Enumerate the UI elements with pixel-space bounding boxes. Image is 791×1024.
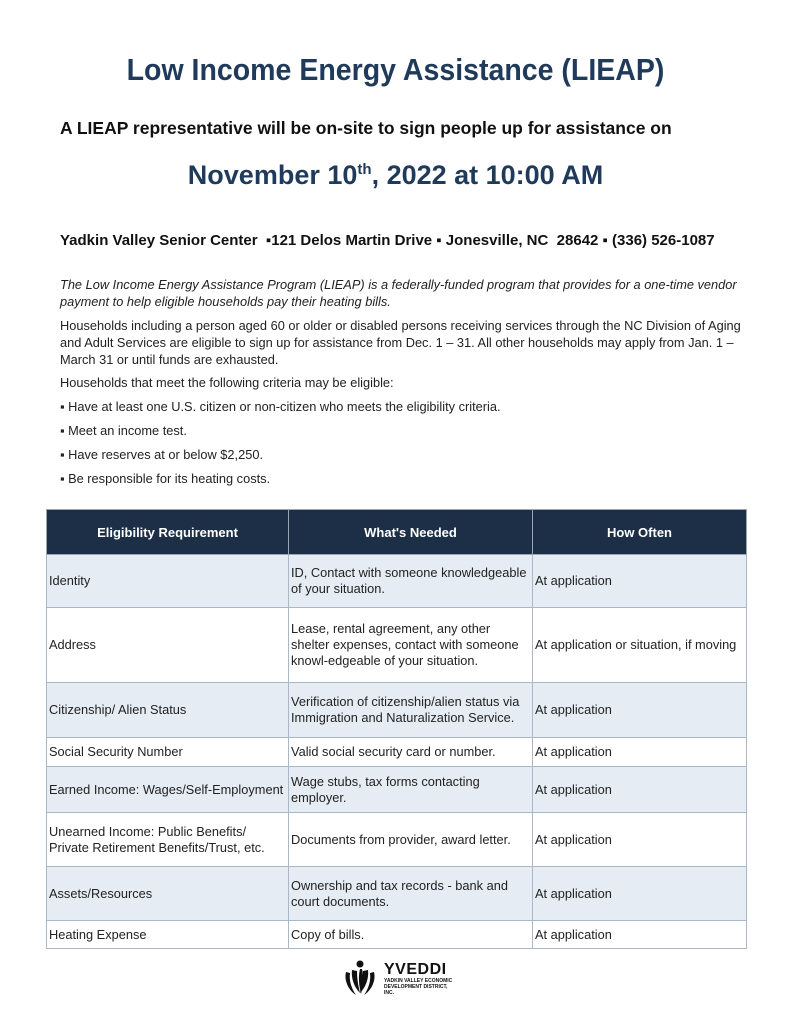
households-paragraph: Households including a person aged 60 or older or disabled persons receiving services through the NC Division of Aging and Adult Services are eligible to sign up for assistance from Dec. 1 – 31. All other households may apply from Jan. 1 – March 31 or until funds are exhausted. <box>60 318 741 367</box>
table-cell: Wage stubs, tax forms contacting employer. <box>289 767 533 813</box>
table-header-row <box>47 510 747 555</box>
table-row <box>47 683 747 738</box>
criteria-item: ▪ Be responsible for its heating costs. <box>60 471 271 486</box>
table-cell: Citizenship/ Alien Status <box>47 683 289 738</box>
table-cell: At application <box>533 738 747 767</box>
criteria-intro: Households that meet the following criteria may be eligible: <box>60 375 394 390</box>
table-cell: At application <box>533 813 747 867</box>
yveddi-logo <box>340 958 454 998</box>
table-cell: At application <box>533 683 747 738</box>
column-header-needed: What's Needed <box>289 510 533 555</box>
event-location: Yadkin Valley Senior Center ▪121 Delos Martin Drive ▪ Jonesville, NC 28642 ▪ (336) 526-1087 <box>60 232 715 249</box>
table-row <box>47 738 747 767</box>
table-row <box>47 555 747 608</box>
table-cell: Address <box>47 608 289 683</box>
column-header-requirement: Eligibility Requirement <box>47 510 289 555</box>
table-row <box>47 921 747 949</box>
table-cell: Lease, rental agreement, any other shelter expenses, contact with someone knowl-edgeable of your situation. <box>289 608 533 683</box>
table-cell: Valid social security card or number. <box>289 738 533 767</box>
table-cell: Social Security Number <box>47 738 289 767</box>
table-row <box>47 813 747 867</box>
table-cell: Unearned Income: Public Benefits/ Private Retirement Benefits/Trust, etc. <box>47 813 289 867</box>
table-row <box>47 608 747 683</box>
event-date-time: , 2022 at 10:00 AM <box>371 160 604 190</box>
intro-paragraph: The Low Income Energy Assistance Program (LIEAP) is a federally-funded program that provides for a one-time vendor payment to help eligible households pay their heating bills. <box>60 277 737 309</box>
table-cell: Earned Income: Wages/Self-Employment <box>47 767 289 813</box>
table-cell: At application <box>533 767 747 813</box>
criteria-item: ▪ Have at least one U.S. citizen or non-citizen who meets the eligibility criteria. <box>60 399 501 414</box>
yveddi-figures-icon <box>340 958 380 998</box>
table-cell: Assets/Resources <box>47 867 289 921</box>
table-cell: At application <box>533 921 747 949</box>
eligibility-table <box>46 509 747 949</box>
event-date <box>0 160 791 191</box>
page-title: Low Income Energy Assistance (LIEAP) <box>126 52 665 87</box>
event-date-suffix: th <box>357 161 372 178</box>
table-cell: At application <box>533 555 747 608</box>
table-cell: Documents from provider, award letter. <box>289 813 533 867</box>
table-cell: ID, Contact with someone knowledgeable of your situation. <box>289 555 533 608</box>
logo-name: YVEDDI <box>384 960 447 978</box>
criteria-item: ▪ Meet an income test. <box>60 423 187 438</box>
table-row <box>47 767 747 813</box>
program-description <box>60 276 750 494</box>
table-cell: At application <box>533 867 747 921</box>
announcement-subtitle: A LIEAP representative will be on-site to sign people up for assistance on <box>60 118 672 138</box>
logo-subtitle: YADKIN VALLEY ECONOMIC DEVELOPMENT DISTRICT, INC. <box>384 977 453 996</box>
table-cell: Ownership and tax records - bank and court documents. <box>289 867 533 921</box>
criteria-item: ▪ Have reserves at or below $2,250. <box>60 447 263 462</box>
table-cell: Identity <box>47 555 289 608</box>
table-cell: At application or situation, if moving <box>533 608 747 683</box>
event-date-main: November 10 <box>187 160 358 190</box>
table-row <box>47 867 747 921</box>
table-cell: Verification of citizenship/alien status via Immigration and Naturalization Service. <box>289 683 533 738</box>
table-cell: Heating Expense <box>47 921 289 949</box>
column-header-frequency: How Often <box>533 510 747 555</box>
table-cell: Copy of bills. <box>289 921 533 949</box>
